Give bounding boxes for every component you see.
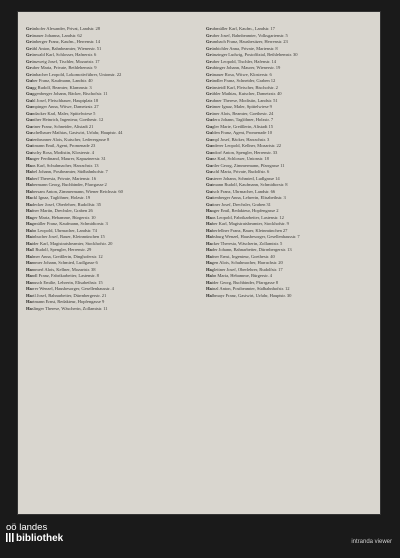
entry-name-prefix: Gu [206, 130, 213, 135]
entry-text: rtmann Ernst, Redakteur, Hopfengasse 9 [31, 299, 105, 304]
entry-text: ubner Therese, Modistin, Landstr. 51 [211, 97, 278, 103]
directory-entry [26, 65, 194, 71]
entry-text: ubmüller Karl, Kaufm., Landstr. 17 [211, 26, 275, 31]
entry-text: mmer Johann, Schmied, Ludlgasse 6 [31, 260, 98, 265]
entry-name-prefix: Ha [26, 266, 32, 272]
entry-name-prefix: Gr [206, 104, 212, 109]
entry-text: lbmayr Franz, Gastwirt, Urfahr, Hauptstr. 30 [211, 292, 292, 298]
entry-name-prefix: Gu [26, 97, 33, 103]
entry-name-prefix: Ha [26, 227, 32, 233]
directory-entry [206, 202, 374, 208]
entry-name-prefix: Gr [206, 32, 212, 38]
directory-entry [206, 182, 374, 188]
directory-entry [206, 111, 374, 117]
entry-text: tsch Franz, Uhrmacher, Landstr. 66 [212, 188, 276, 194]
directory-entry [206, 234, 374, 240]
directory-entry [206, 280, 374, 286]
entry-name-prefix: Gu [206, 149, 213, 155]
entry-name-prefix: Ha [206, 221, 212, 226]
entry-name-prefix: Ha [26, 253, 32, 259]
directory-entry [26, 202, 194, 208]
entry-name-prefix: Ha [26, 286, 32, 291]
directory-entry [26, 104, 194, 110]
entry-name-prefix: Ha [206, 266, 212, 272]
entry-text: ubinger Johann, Maurer, Wienerstr. 19 [211, 65, 281, 70]
entry-text: uber Maria, Private, Bethlehemstr. 9 [31, 65, 97, 70]
entry-text: rtler Georg, Zimmermann, Pfarrgasse 11 [212, 162, 285, 168]
entry-text: nusch Emilie, Lehrerin, Elisabethstr. 15 [31, 279, 103, 285]
entry-name-prefix: Gu [26, 104, 33, 109]
entry-text: ünwald Karl, Schlosser, Hafnerstr. 6 [31, 52, 97, 57]
entry-text: ger Maria, Hebamme, Bürgerstr. 10 [31, 214, 96, 220]
entry-text: as Karl, Schuhmacher, Harrachstr. 13 [31, 162, 99, 168]
directory-entry [26, 273, 194, 279]
directory-entry [206, 176, 374, 182]
entry-text: ünsteidl Karl, Fleischer, Bischofstr. 2 [211, 84, 278, 90]
entry-name-prefix: Ha [26, 156, 32, 161]
directory-entry [26, 195, 194, 201]
directory-entry [206, 273, 374, 279]
entry-name-prefix: Gu [206, 143, 213, 148]
entry-name-prefix: Ha [206, 227, 212, 233]
entry-text: bersam Anton, Zimmermann, Wiener Reichsstr. 60 [31, 188, 123, 194]
directory-entry [206, 117, 374, 123]
entry-name-prefix: Gu [26, 110, 33, 116]
left-column [26, 26, 194, 312]
entry-name-prefix: Gu [26, 149, 33, 155]
entry-name-prefix: Gu [206, 169, 213, 174]
entry-text: rtner Franz, Schneider, Altstadt 21 [32, 123, 94, 129]
viewer-brand[interactable]: intranda viewer [351, 539, 392, 545]
directory-entry [26, 85, 194, 91]
entry-text: ttmann Emil, Agent, Promenade 23 [32, 143, 96, 148]
directory-entry [206, 124, 374, 130]
entry-name-prefix: Gu [206, 162, 213, 168]
directory-entry [206, 59, 374, 65]
entry-text: ggenberger Johann, Bäcker, Bischofstr. 11 [32, 91, 108, 96]
entry-text: mmerl Alois, Kellner, Mozartstr. 38 [31, 266, 96, 272]
entry-name-prefix: Gr [206, 45, 212, 51]
right-column [206, 26, 374, 299]
directory-entry [26, 247, 194, 253]
entry-text: cker Theresia, Wäscherin, Zollamtstr. 5 [211, 240, 283, 246]
entry-name-prefix: Ha [26, 247, 32, 252]
entry-name-prefix: Gr [26, 32, 32, 38]
entry-name-prefix: Gr [206, 84, 212, 90]
directory-entry [206, 33, 374, 39]
directory-entry [26, 143, 194, 149]
entry-text: nther Heinrich, Ingenieur, Goethestr. 12 [32, 117, 104, 122]
entry-name-prefix: Gr [26, 39, 32, 44]
directory-entry [26, 137, 194, 143]
entry-text: ber Franz, Kaufmann, Landstr. 40 [32, 78, 93, 83]
entry-name-prefix: Ha [206, 286, 212, 291]
entry-text: uber Josef, Bahnbeamter, Volksgartenstr. 5 [211, 32, 288, 38]
entry-text: fner Ernst, Ingenieur, Goethestr. 40 [211, 253, 275, 259]
directory-entry [26, 176, 194, 182]
entry-name-prefix: Gu [206, 175, 213, 181]
entry-name-prefix: Gu [26, 130, 33, 135]
directory-entry [26, 286, 194, 292]
entry-text: inbucher Josef, Bauer, Kleinmünchen 15 [31, 234, 105, 239]
directory-entry [206, 156, 374, 162]
entry-text: inzl Anton, Postbeamter, Südbahnhofstr. 12 [211, 286, 290, 291]
logo-line-2: bibliothek [16, 533, 64, 544]
directory-entry [26, 78, 194, 84]
directory-entry [26, 46, 194, 52]
entry-name-prefix: Gu [206, 136, 213, 142]
entry-text: bermann Georg, Buchbinder, Pfarrgasse 2 [31, 182, 107, 187]
entry-text: slinger Therese, Wäscherin, Zollamtstr. 11 [31, 305, 108, 311]
entry-name-prefix: Ha [26, 182, 32, 187]
entry-text: ckl Ignaz, Taglöhner, Holzstr. 19 [31, 195, 91, 200]
directory-entry [206, 221, 374, 227]
directory-entry [206, 46, 374, 52]
directory-entry [206, 254, 374, 260]
directory-entry [206, 247, 374, 253]
entry-name-prefix: Ha [26, 273, 32, 278]
entry-name-prefix: Gr [26, 71, 32, 77]
entry-text: ber Karl, Magistratsbeamter, Stockhofstr. 9 [211, 221, 289, 226]
entry-name-prefix: Ha [26, 292, 32, 298]
directory-entry [26, 156, 194, 162]
directory-entry [206, 189, 374, 195]
entry-text: dera Johann, Taglöhner, Holzstr. 7 [212, 117, 274, 122]
entry-name-prefix: Gu [26, 78, 33, 83]
entry-text: umbach Franz, Hausbesitzer, Herrenstr. 23 [211, 39, 288, 44]
entry-text: gmüller Franz, Kaufmann, Schmidtorstr. 3 [31, 221, 108, 226]
entry-name-prefix: Ha [206, 292, 212, 298]
entry-text: übler Mathias, Kutscher, Dametzstr. 40 [211, 91, 282, 96]
entry-text: fner Martin, Drechsler, Graben 26 [31, 208, 93, 213]
directory-entry [26, 260, 194, 266]
entry-text: lden Franz, Agent, Promenade 10 [212, 130, 272, 135]
entry-text: schelbauer Mathias, Gastwirt, Urfahr, Hauptstr. 44 [32, 130, 123, 135]
directory-entry [26, 182, 194, 188]
directory-entry [26, 208, 194, 214]
directory-entry [206, 78, 374, 84]
entry-text: ndacker Karl, Maler, Spittelwiese 5 [32, 110, 96, 116]
entry-name-prefix: Gr [26, 58, 32, 64]
entry-name-prefix: Gr [26, 26, 32, 31]
entry-name-prefix: Gr [26, 45, 32, 51]
directory-entry [206, 72, 374, 78]
entry-name-prefix: Ha [26, 201, 32, 207]
entry-name-prefix: Ha [26, 234, 32, 239]
entry-text: der Johann, Bahnarbeiter, Dürrnbergerstr. 13 [211, 247, 292, 252]
directory-entry [26, 169, 194, 175]
entry-name-prefix: Gr [206, 39, 212, 44]
entry-name-prefix: Ha [206, 260, 212, 265]
entry-name-prefix: Gu [26, 84, 33, 90]
directory-entry [206, 130, 374, 136]
entry-name-prefix: Ha [26, 240, 32, 246]
entry-text: ndl Franz, Fabrikarbeiter, Lastenstr. 8 [31, 273, 99, 278]
entry-name-prefix: Gr [206, 110, 212, 116]
entry-name-prefix: Ha [26, 162, 32, 168]
entry-name-prefix: Ha [206, 247, 212, 252]
entry-text: tschy Rosa, Modistin, Klosterstr. 4 [32, 149, 94, 155]
directory-entry [206, 52, 374, 58]
entry-name-prefix: Gr [206, 52, 212, 57]
entry-text: ünauer Rosa, Witwe, Klosterstr. 6 [211, 71, 272, 77]
entry-name-prefix: Ha [206, 253, 212, 259]
entry-name-prefix: Gr [26, 52, 32, 57]
entry-text: übl Anton, Bahnbeamter, Wienerstr. 51 [31, 45, 102, 51]
entry-name-prefix: Gu [206, 188, 213, 194]
directory-entry [26, 72, 194, 78]
entry-name-prefix: Gr [206, 65, 212, 70]
directory-entry [26, 130, 194, 136]
directory-entry [26, 39, 194, 45]
entry-text: ünberger Franz, Kaufm., Herrenstr. 14 [31, 39, 100, 44]
directory-entry [206, 208, 374, 214]
entry-text: ager Emil, Redakteur, Hopfengasse 2 [211, 208, 279, 213]
directory-entry [206, 137, 374, 143]
entry-name-prefix: Gr [26, 65, 32, 70]
directory-entry [26, 117, 194, 123]
entry-name-prefix: Gu [26, 91, 33, 96]
entry-text: ünzinger Ludwig, Postoffizial, Bethlehemstr. 30 [211, 52, 298, 57]
logo-line-1: oö landes [6, 522, 48, 533]
directory-entry [206, 65, 374, 71]
directory-entry [206, 104, 374, 110]
entry-text: ünauer Johanna, Landstr. 62 [31, 32, 82, 38]
entry-text: ndorf Anton, Spengler, Herrenstr. 33 [212, 149, 278, 155]
entry-name-prefix: Ha [26, 188, 32, 194]
directory-entry [26, 26, 194, 32]
entry-name-prefix: Ha [26, 279, 32, 285]
entry-text: bel Johann, Postbeamter, Südbahnhofstr. 7 [31, 169, 108, 174]
entry-text: ider Georg, Buchbinder, Pfarrgasse 8 [211, 279, 279, 285]
entry-text: schl Maria, Private, Rudolfstr. 6 [212, 169, 270, 174]
entry-text: hn Leopold, Uhrmacher, Landstr. 74 [31, 227, 97, 233]
entry-text: uber Leopold, Tischler, Hafenstr. 14 [211, 58, 277, 64]
entry-text: rrer Wenzel, Hausbesorger, Gesellenhausstr. 4 [31, 286, 114, 291]
entry-name-prefix: Ha [26, 260, 32, 265]
entry-name-prefix: Ha [26, 299, 32, 304]
directory-entry [26, 124, 194, 130]
entry-text: gler Marie, Greißlerin, Altstadt 15 [212, 123, 274, 129]
directory-entry [26, 59, 194, 65]
entry-name-prefix: Ha [26, 195, 32, 200]
entry-text: gg Rudolf, Beamter, Klammstr. 3 [32, 84, 92, 90]
entry-text: decker Josef, Oberlehrer, Rudolfstr. 35 [31, 201, 101, 207]
entry-text: ttenberger Anna, Lehrerin, Elisabethstr. 3 [212, 195, 286, 200]
directory-entry [206, 267, 374, 273]
directory-entry [206, 215, 374, 221]
entry-text: mpinger Anna, Witwe, Dametzstr. 27 [32, 104, 99, 109]
entry-text: nderer Leopold, Kellner, Mozartstr. 22 [212, 143, 282, 148]
entry-text: bsburg Wenzel, Hausbesorger, Gesellenhausstr. 7 [211, 234, 300, 239]
directory-entry [206, 169, 374, 175]
entry-text: rtl Josef, Bahnarbeiter, Dürrnbergerstr. 21 [31, 292, 107, 298]
logo-bars-icon [6, 533, 14, 542]
entry-name-prefix: Gu [26, 123, 33, 129]
entry-text: ttner Josef, Drechsler, Graben 31 [212, 201, 271, 207]
directory-entry [26, 33, 194, 39]
entry-name-prefix: Gr [206, 91, 212, 96]
entry-name-prefix: Ha [206, 240, 212, 246]
entry-name-prefix: Gr [206, 78, 212, 83]
entry-name-prefix: Gu [206, 201, 213, 207]
directory-entry [206, 293, 374, 299]
entry-text: lmer Anna, Greißlerin, Dinghoferstr. 12 [31, 253, 103, 259]
directory-entry [26, 189, 194, 195]
entry-text: as Leopold, Fabrikarbeiter, Lastenstr. 12 [211, 214, 284, 220]
directory-entry [26, 234, 194, 240]
directory-entry [206, 143, 374, 149]
directory-entry [26, 150, 194, 156]
directory-entry [26, 52, 194, 58]
entry-text: nz Karl, Schlosser, Unionstr. 18 [212, 156, 269, 161]
entry-name-prefix: Ha [26, 208, 32, 213]
entry-name-prefix: Gu [206, 156, 213, 161]
entry-text: tenbrunner Alois, Kutscher, Lederergasse 8 [32, 136, 110, 142]
directory-entry [206, 228, 374, 234]
entry-name-prefix: Ha [206, 273, 212, 278]
entry-name-prefix: Ha [206, 234, 212, 239]
directory-entry [206, 150, 374, 156]
directory-entry [26, 241, 194, 247]
entry-text: gen Alois, Schuhmacher, Harrachstr. 20 [211, 260, 283, 265]
entry-text: üner Alois, Beamter, Goethestr. 24 [211, 110, 274, 116]
entry-text: berl Theresia, Private, Marienstr. 16 [31, 175, 97, 181]
entry-text: hl Josef, Fleischhauer, Hauptplatz 18 [32, 97, 99, 103]
directory-entry [206, 39, 374, 45]
directory-entry [26, 306, 194, 312]
entry-name-prefix: Gr [206, 97, 212, 103]
entry-text: ünzweig Josef, Tischler, Mozartstr. 17 [31, 58, 100, 64]
directory-entry [26, 267, 194, 273]
directory-entry [26, 221, 194, 227]
entry-name-prefix: Gu [206, 123, 213, 129]
entry-name-prefix: Gu [206, 182, 213, 187]
entry-text: berfellner Franz, Bauer, Kleinmünchen 27 [211, 227, 288, 233]
directory-entry [26, 254, 194, 260]
entry-text: ünbacher Leopold, Lokomotivführer, Unionstr. 22 [31, 71, 122, 77]
entry-name-prefix: Gu [206, 195, 213, 200]
directory-entry [206, 195, 374, 201]
directory-entry [206, 98, 374, 104]
directory-entry [26, 215, 194, 221]
directory-entry [206, 260, 374, 266]
entry-text: ünbichler Anna, Private, Marienstr. 8 [211, 45, 278, 51]
entry-text: hn Maria, Hebamme, Bürgerstr. 4 [211, 273, 273, 278]
directory-entry [26, 228, 194, 234]
entry-text: ager Ferdinand, Maurer, Kapuzinerstr. 31 [31, 156, 106, 161]
directory-entry [206, 163, 374, 169]
scanned-page [18, 12, 380, 514]
entry-name-prefix: Gu [26, 117, 33, 122]
entry-text: mpl Josef, Bäcker, Harrachstr. 3 [212, 136, 270, 142]
entry-name-prefix: Ha [26, 175, 32, 181]
entry-name-prefix: Gr [206, 58, 212, 64]
directory-entry [26, 299, 194, 305]
entry-text: tmann Rudolf, Kaufmann, Schmidtorstr. 8 [212, 182, 288, 187]
directory-entry [206, 286, 374, 292]
entry-name-prefix: Gr [206, 26, 212, 31]
entry-name-prefix: Ha [206, 208, 212, 213]
directory-entry [206, 26, 374, 32]
directory-entry [26, 280, 194, 286]
entry-name-prefix: Ha [26, 169, 32, 174]
entry-text: ümer Ignaz, Maler, Spittelwiese 9 [211, 104, 272, 109]
entry-name-prefix: Ha [206, 279, 212, 285]
directory-entry [206, 85, 374, 91]
entry-name-prefix: Gr [206, 71, 212, 77]
directory-entry [26, 293, 194, 299]
entry-name-prefix: Gu [26, 143, 33, 148]
entry-text: gleitner Josef, Oberlehrer, Rudolfstr. 17 [211, 266, 283, 272]
entry-name-prefix: Ha [26, 221, 32, 226]
directory-entry [26, 111, 194, 117]
entry-text: ll Rudolf, Spengler, Herrenstr. 29 [31, 247, 92, 252]
directory-entry [26, 163, 194, 169]
entry-name-prefix: Gu [206, 117, 213, 122]
entry-text: sterer Johann, Schmied, Ludlgasse 14 [212, 175, 280, 181]
entry-text: ider Karl, Magistratsbeamter, Stockhofstr. 20 [31, 240, 113, 246]
directory-entry [26, 98, 194, 104]
entry-name-prefix: Gu [26, 136, 33, 142]
entry-name-prefix: Ha [26, 305, 32, 311]
library-logo[interactable] [6, 523, 126, 555]
entry-text: ünhofer Alexander, Privat, Landstr. 28 [31, 26, 100, 31]
entry-text: ündler Franz, Schneider, Graben 12 [211, 78, 276, 83]
entry-name-prefix: Ha [206, 214, 212, 220]
directory-entry [26, 91, 194, 97]
entry-name-prefix: Ha [26, 214, 32, 220]
directory-entry [206, 91, 374, 97]
directory-entry [206, 241, 374, 247]
